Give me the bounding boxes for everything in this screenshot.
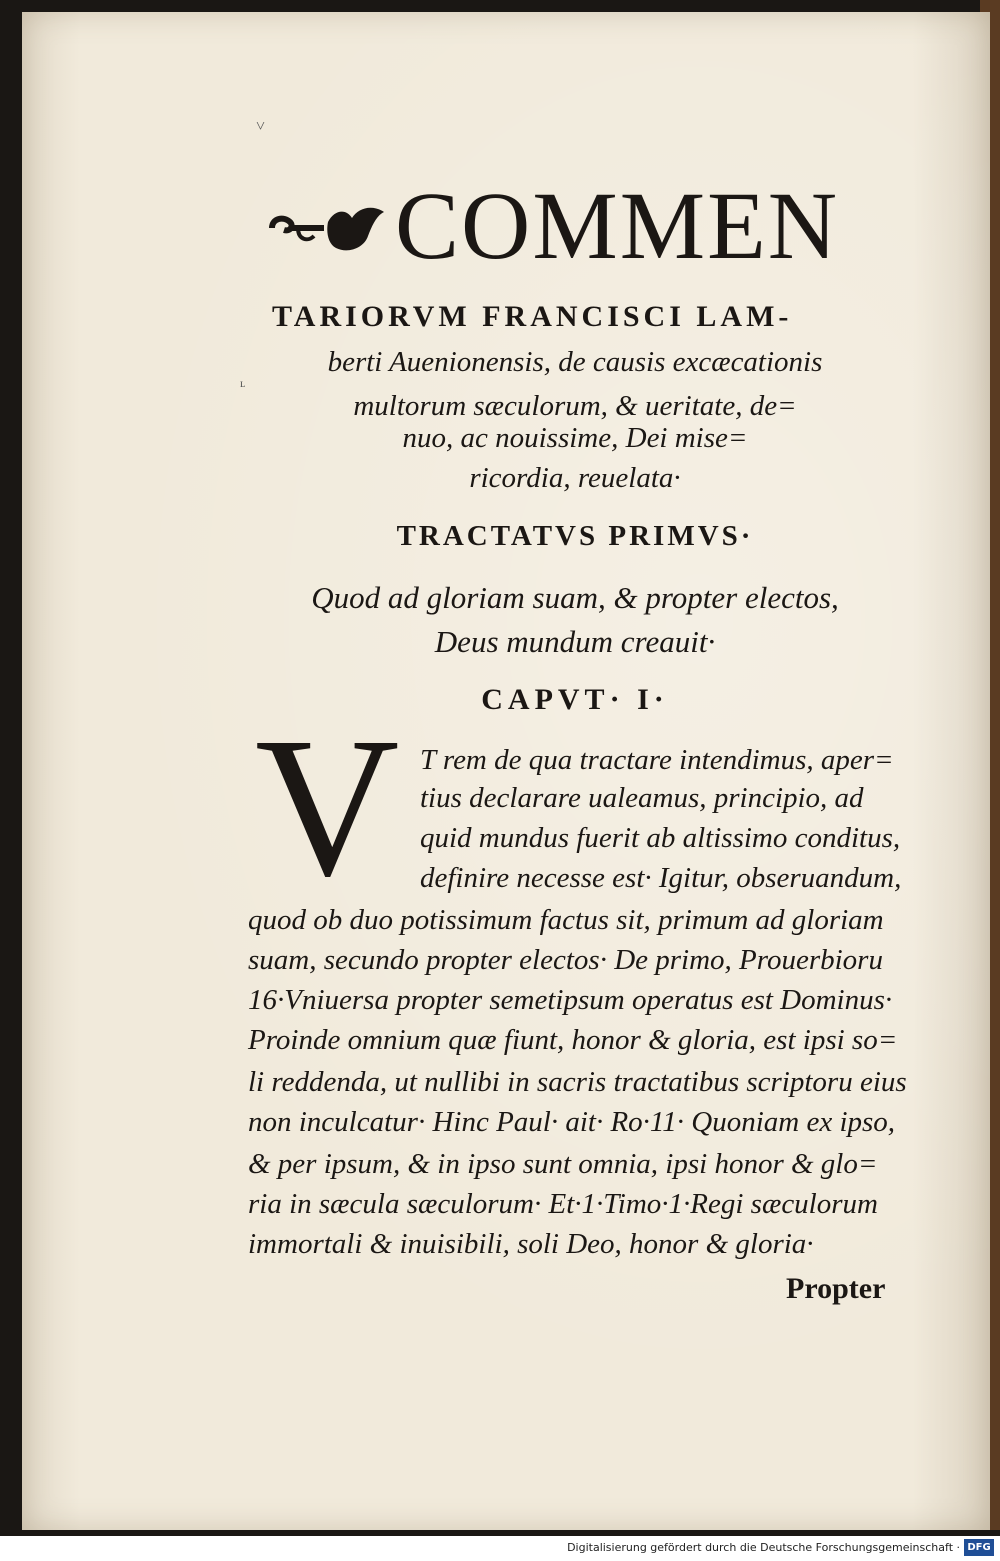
subtitle-line: berti Auenionensis, de causis excæcationis [327, 346, 823, 378]
body-text-line: suam, secundo propter electos· De primo, Prouerbioru [248, 944, 883, 976]
body-text-line: quid mundus fuerit ab altissimo conditus, [420, 822, 901, 854]
tractatus-heading: TRACTATVS PRIMVS· [396, 520, 754, 552]
fleuron-ornament-icon [268, 200, 388, 260]
body-text-line: Proinde omnium quæ fiunt, honor & gloria, est ipsi so= [248, 1024, 898, 1056]
chapter-summary-line: Deus mundum creauit· [434, 624, 716, 659]
dfg-logo-icon: DFG [964, 1539, 994, 1556]
body-text-line: & per ipsum, & in ipso sunt omnia, ipsi honor & glo= [248, 1148, 878, 1180]
title-heading: COMMEN [395, 172, 840, 279]
body-text-line: T rem de qua tractare intendimus, aper= [420, 744, 894, 776]
subtitle-line: ricordia, reuelata· [469, 462, 681, 494]
ink-mark: ˅ [256, 118, 266, 135]
body-text-line: non inculcatur· Hinc Paul· ait· Ro·11· Quoniam ex ipso, [248, 1106, 896, 1138]
body-text-line: immortali & inuisibili, soli Deo, honor & gloria· [248, 1228, 814, 1260]
body-text-line: ria in sæcula sæculorum· Et·1·Timo·1·Regi sæculorum [248, 1188, 878, 1220]
funding-credit: Digitalisierung gefördert durch die Deutsche Forschungsgemeinschaft · [567, 1541, 960, 1554]
footer-bar [0, 1536, 1000, 1561]
body-text-line: tius declarare ualeamus, principio, ad [420, 782, 864, 814]
subtitle-line: nuo, ac nouissime, Dei mise= [402, 422, 748, 454]
subtitle-line: multorum sæculorum, & ueritate, de= [353, 390, 797, 422]
body-text-line: 16·Vniuersa propter semetipsum operatus est Dominus· [248, 984, 893, 1016]
subtitle-caps: TARIORVM FRANCISCI LAM- [272, 300, 793, 333]
body-text-line: li reddenda, ut nullibi in sacris tractatibus scriptoru eius [248, 1066, 907, 1098]
body-text-line: definire necesse est· Igitur, obseruandum, [420, 862, 902, 894]
drop-capital: V [255, 697, 400, 918]
body-text-line: quod ob duo potissimum factus sit, primum ad gloriam [248, 904, 884, 936]
chapter-summary-line: Quod ad gloriam suam, & propter electos, [311, 580, 839, 615]
ink-mark: ʟ [240, 376, 246, 390]
catchword: Propter [786, 1272, 886, 1305]
chapter-heading: CAPVT· I· [481, 683, 669, 716]
